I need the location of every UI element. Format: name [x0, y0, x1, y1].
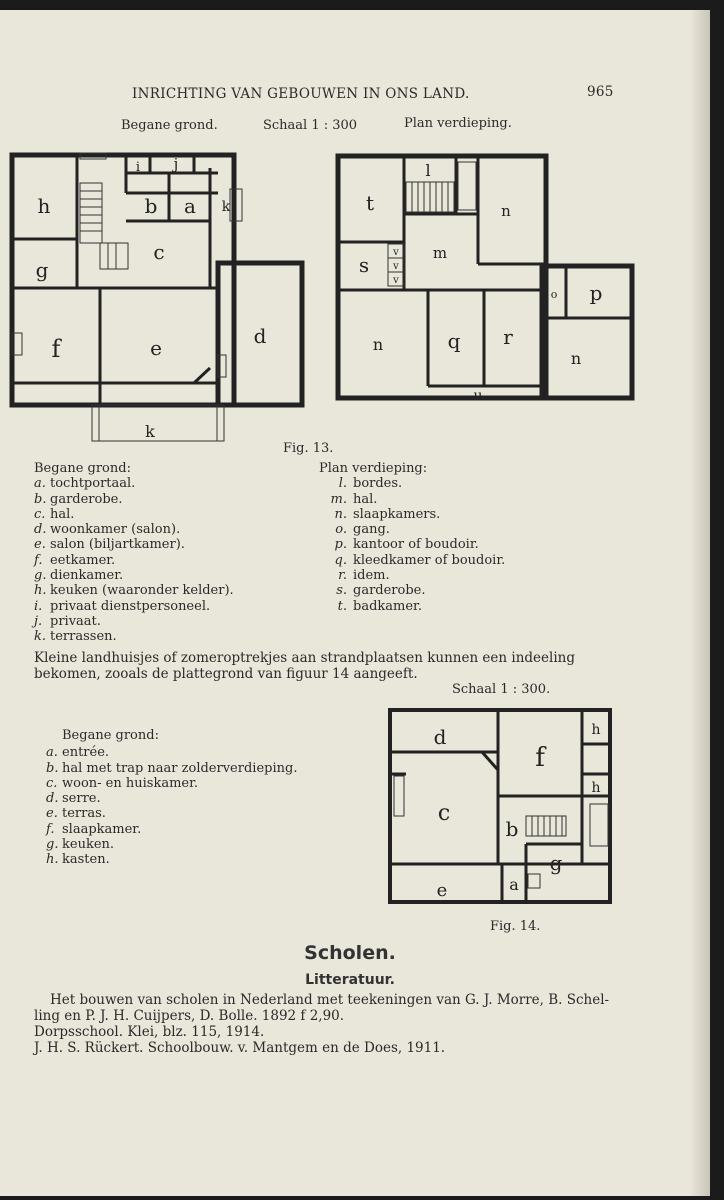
- fig14-label: Fig. 14.: [490, 919, 541, 934]
- legend-item: d. serre.: [46, 791, 101, 807]
- plan-label-t: t: [365, 191, 375, 215]
- legend-item: h. kasten.: [46, 852, 110, 868]
- plan-label-f: f: [535, 743, 545, 773]
- reference-line: J. H. S. Rückert. Schoolbouw. v. Mantgem en de Does, 1911.: [34, 1040, 446, 1056]
- paragraph-line: Kleine landhuisjes of zomeroptrekjes aan strandplaatsen kunnen een indeeling: [34, 650, 575, 666]
- legend-item: f. eetkamer.: [34, 552, 116, 568]
- fig14-floor-plan: [386, 704, 616, 922]
- plan-label-b: b: [144, 194, 158, 218]
- legend-upper-floor: [319, 461, 505, 614]
- plan-label-e: e: [436, 880, 448, 901]
- legend-item: b. hal met trap naar zolderverdieping.: [46, 760, 298, 776]
- body-paragraph: [34, 650, 575, 682]
- plan-label-n2: n: [372, 335, 384, 354]
- legend-item: q. kleedkamer of boudoir.: [334, 552, 506, 568]
- legend-item: e. salon (biljartkamer).: [34, 537, 185, 553]
- legend-title: Plan verdieping:: [319, 461, 428, 476]
- plan-label-h1: h: [591, 722, 601, 738]
- legend-item: o. gang.: [335, 522, 390, 538]
- fig13-ground-floor-plan: [4, 143, 308, 451]
- plan-label-e: e: [150, 336, 162, 360]
- legend-item: m. hal.: [330, 491, 378, 507]
- legend-item: k. terrassen.: [34, 629, 117, 645]
- book-page: [0, 10, 710, 1196]
- legend-item: l. bordes.: [338, 476, 403, 492]
- reference-list: [34, 992, 609, 1056]
- plan-label-h2: h: [591, 780, 601, 796]
- plan-label-l: l: [425, 161, 431, 180]
- legend-item: p. kantoor of boudoir.: [334, 537, 479, 553]
- reference-line: Het bouwen van scholen in Nederland met teekeningen van G. J. Morre, B. Schel-: [50, 992, 610, 1008]
- plan-label-k-terrace: k: [145, 422, 155, 441]
- plan-label-q: q: [447, 329, 461, 353]
- plan-label-g: g: [35, 258, 49, 282]
- legend-item: r. idem.: [338, 568, 390, 584]
- legend-item: d. woonkamer (salon).: [34, 522, 181, 538]
- legend-item: c. hal.: [34, 506, 75, 522]
- legend-item: i. privaat dienstpersoneel.: [34, 598, 211, 614]
- legend-fig14: [46, 728, 297, 868]
- plan-label-c: c: [437, 801, 451, 826]
- legend-item: f. slaapkamer.: [46, 821, 142, 837]
- plan-label-a: a: [184, 194, 196, 218]
- running-header-title: INRICHTING VAN GEBOUWEN IN ONS LAND.: [132, 86, 470, 102]
- plan-label-g: g: [549, 851, 563, 875]
- plan-label-a: a: [509, 875, 519, 894]
- fig13-caption-ground: Begane grond.: [121, 118, 218, 133]
- fig13-caption-upper: Plan verdieping.: [404, 116, 512, 131]
- legend-item: n. slaapkamers.: [334, 506, 441, 522]
- legend-item: h. keuken (waaronder kelder).: [34, 583, 234, 599]
- legend-title: Begane grond:: [62, 728, 159, 743]
- plan-label-p: p: [589, 281, 603, 305]
- legend-item: b. garderobe.: [34, 491, 123, 507]
- plan-label-b: b: [505, 817, 519, 841]
- plan-label-j: j: [173, 155, 179, 173]
- plan-label-k-side: k: [221, 199, 231, 215]
- reference-line: Dorpsschool. Klei, blz. 115, 1914.: [34, 1024, 265, 1040]
- plan-label-u: u: [473, 388, 483, 404]
- plan-label-m: m: [432, 244, 448, 262]
- legend-item: g. dienkamer.: [34, 568, 124, 584]
- legend-item: t. badkamer.: [337, 598, 422, 614]
- legend-ground-floor: [34, 461, 234, 645]
- plan-label-n1: n: [501, 202, 511, 220]
- legend-item: s. garderobe.: [336, 583, 426, 599]
- plan-label-s: s: [358, 253, 370, 277]
- fig14-scale: Schaal 1 : 300.: [452, 682, 551, 697]
- legend-item: e. terras.: [46, 806, 106, 822]
- plan-label-h: h: [37, 194, 51, 218]
- plan-label-r: r: [503, 325, 513, 349]
- section-subheading: Litteratuur.: [305, 972, 395, 988]
- legend-title: Begane grond:: [34, 461, 131, 476]
- fig13-label: Fig. 13.: [283, 441, 334, 456]
- legend-item: j. privaat.: [34, 613, 101, 629]
- plan-label-f: f: [51, 335, 61, 363]
- plan-label-v2: v: [393, 261, 399, 272]
- plan-label-d: d: [253, 324, 267, 348]
- paragraph-line: bekomen, zooals de plattegrond van figuur 14 aangeeft.: [34, 666, 418, 682]
- plan-label-v1: v: [393, 247, 399, 258]
- plan-label-n3: n: [570, 349, 582, 368]
- legend-item: a. entrée.: [46, 745, 110, 761]
- plan-label-i: i: [135, 160, 141, 175]
- page-number: 965: [587, 84, 614, 100]
- legend-item: c. woon- en huiskamer.: [46, 775, 199, 791]
- plan-label-o: o: [550, 288, 558, 301]
- legend-item: g. keuken.: [46, 837, 115, 853]
- fig13-scale: Schaal 1 : 300: [263, 118, 358, 133]
- plan-label-v3: v: [393, 275, 399, 286]
- section-heading: Scholen.: [304, 942, 396, 964]
- plan-label-d: d: [433, 725, 447, 749]
- reference-line: ling en P. J. H. Cuijpers, D. Bolle. 1892 f 2,90.: [34, 1008, 345, 1024]
- fig13-upper-floor-plan: [332, 148, 638, 412]
- legend-item: a. tochtportaal.: [34, 476, 136, 492]
- page-spine-shadow: [690, 10, 710, 1196]
- plan-label-c: c: [153, 240, 165, 264]
